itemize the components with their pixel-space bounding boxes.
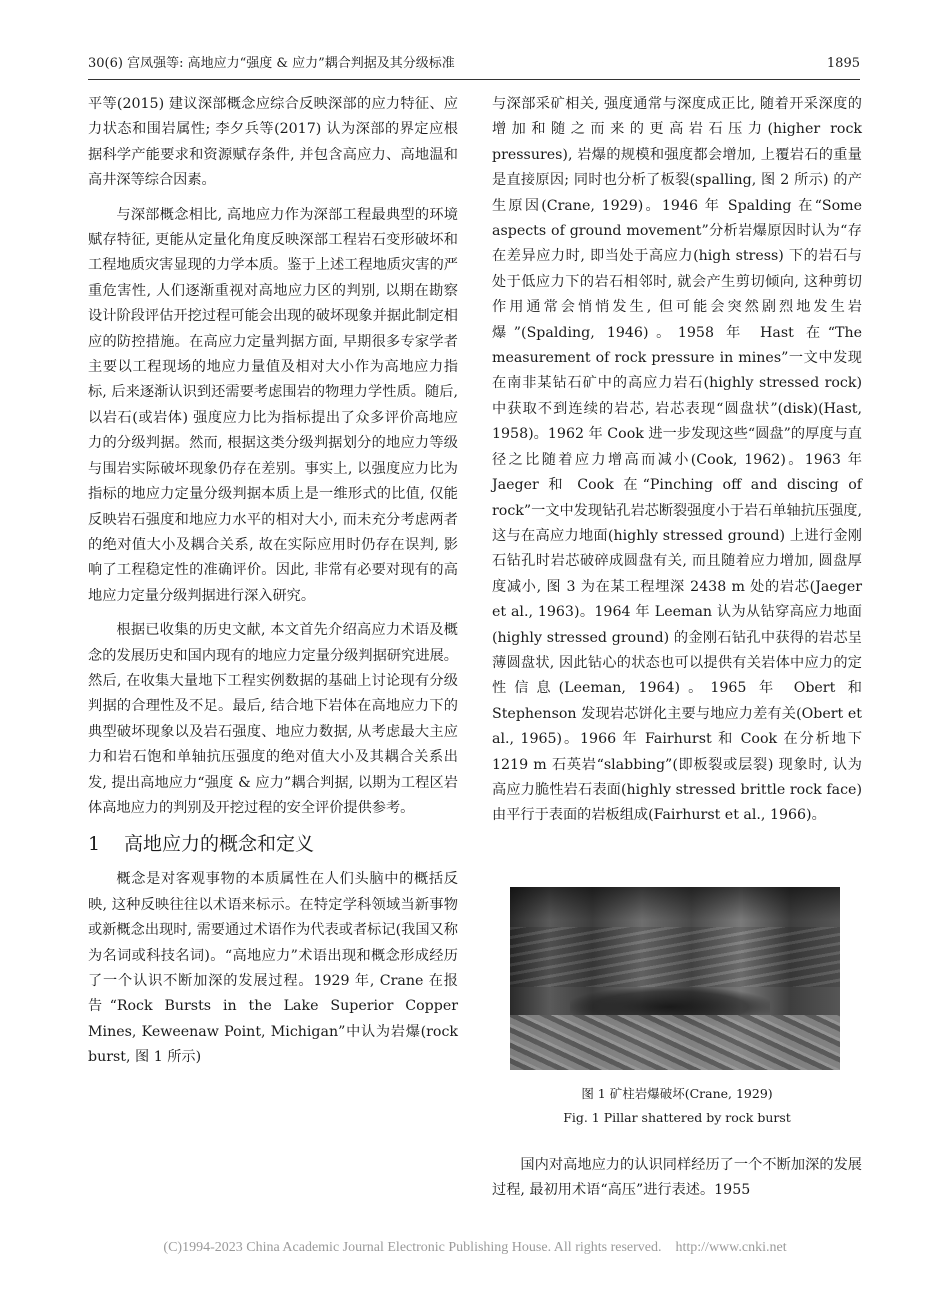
section-heading — [88, 830, 458, 858]
right-column — [492, 92, 862, 829]
figure-rock-burst-photo — [510, 887, 840, 1070]
section-number: 1 — [88, 833, 101, 856]
left-column — [88, 92, 458, 1071]
footer-link[interactable]: http://www.cnki.net — [675, 1240, 787, 1255]
paragraph: 根据已收集的历史文献, 本文首先介绍高应力术语及概念的发展历史和国内现有的地应力定量分级判据研究进展。然后, 在收集大量地下工程实例数据的基础上讨论现有分级判据的合理性及不足。最后, 结合地下岩体在高地应力下的典型破坏现象以及岩石强度、地应力数据, 从考虑最大主应力和岩石饱和单轴抗压强度的绝对值大小及其耦合关系出发, 提出高地应力“强度 & 应力”耦合判据, 以期为工程区岩体高地应力的判别及开挖过程的安全评价提供参考。 — [88, 622, 458, 816]
figure-caption-cn: 图 1 矿柱岩爆破坏(Crane, 1929) — [581, 1086, 773, 1101]
footer — [0, 1240, 950, 1256]
figure-caption-en: Fig. 1 Pillar shattered by rock burst — [563, 1110, 791, 1125]
paragraph: 与深部概念相比, 高地应力作为深部工程最典型的环境赋存特征, 更能从定量化角度反映深部工程岩石变形破坏和工程地质灾害显现的力学本质。鉴于上述工程地质灾害的严重危害性, 人们逐渐重视对高地应力区的判别, 以期在勘察设计阶段评估开挖过程可能会出现的破坏现象并据此制定相应的防控措施。在高应力定量判据方面, 早期很多专家学者主要以工程现场的地应力量值及相对大小作为高地应力指标, 后来逐渐认识到还需要考虑围岩的物理力学性质。随后, 以岩石(或岩体) 强度应力比为指标提出了众多评价高地应力的分级判据。然而, 根据这类分级判据划分的地应力等级与围岩实际破坏现象仍存在差别。事实上, 以强度应力比为指标的地应力定量分级判据本质上是一维形式的比值, 仅能反映岩石强度和地应力水平的相对大小, 而未充分考虑两者的绝对值大小及耦合关系, 故在实际应用时仍存在误判, 影响了工程稳定性的准确评价。因此, 非常有必要对现有的高地应力定量分级判据进行深入研究。 — [88, 206, 458, 604]
page-number: 1895 — [826, 56, 860, 71]
copyright-notice: (C)1994-2023 China Academic Journal Electronic Publishing House. All rights reserved. — [163, 1240, 662, 1255]
running-header — [88, 54, 860, 74]
paragraph: 国内对高地应力的认识同样经历了一个不断加深的发展过程, 最初用术语“高压”进行表述。1955 — [492, 1157, 862, 1199]
rock-rubble — [510, 1015, 840, 1070]
section-title: 高地应力的概念和定义 — [124, 833, 315, 856]
paragraph: 与深部采矿相关, 强度通常与深度成正比, 随着开采深度的增加和随之而来的更高岩石压力(higher rock pressures), 岩爆的规模和强度都会增加, 上覆岩石的重量是直接原因; 同时也分析了板裂(spalling, 图 2 所示) 的产生原因(Crane, 1929)。1946 年 Spalding 在“Some aspects of ground movement”分析岩爆原因时认为“存在差异应力时, 即当处于高应力(high stress) 下的岩石与处于低应力下的岩石相邻时, 就会产生剪切倾向, 这种剪切作用通常会悄悄发生, 但可能会突然剧烈地发生岩爆”(Spalding, 1946)。1958 年 Hast 在“The measurement of rock pressure in mines”一文中发现在南非某钻石矿中的高应力岩石(highly stressed rock) 中获取不到连续的岩芯, 岩芯表现“圆盘状”(disk)(Hast, 1958)。1962 年 Cook 进一步发现这些“圆盘”的厚度与直径之比随着应力增高而减小(Cook, 1962)。1963 年 Jaeger 和 Cook 在“Pinching off and discing of rock”一文中发现钻孔岩芯断裂强度小于岩石单轴抗压强度, 这与在高应力地面(highly stressed ground) 上进行金刚石钻孔时岩芯破碎成圆盘有关, 而且随着应力增加, 圆盘厚度减小, 图 3 为在某工程埋深 2438 m 处的岩芯(Jaeger et al., 1963)。1964 年 Leeman 认为从钻穿高应力地面(highly stressed ground) 的金刚石钻孔中获得的岩芯呈薄圆盘状, 因此钻心的状态也可以提供有关岩体中应力的定性信息(Leeman, 1964)。1965 年 Obert 和 Stephenson 发现岩芯饼化主要与地应力差有关(Obert et al., 1965)。1966 年 Fairhurst 和 Cook 在分析地下 1219 m 石英岩“slabbing”(即板裂或层裂) 现象时, 认为高应力脆性岩石表面(highly stressed brittle rock face) 由平行于表面的岩板组成(Fairhurst et al., 1966)。 — [492, 96, 862, 824]
paragraph: 概念是对客观事物的本质属性在人们头脑中的概括反映, 这种反映往往以术语来标示。在特定学科领域当新事物或新概念出现时, 需要通过术语作为代表或者标记(我国又称为名词或科技名词)。“高地应力”术语出现和概念形成经历了一个认识不断加深的发展过程。1929 年, Crane 在报告“Rock Bursts in the Lake Superior Copper Mines, Keweenaw Point, Michigan”中认为岩爆(rock burst, 图 1 所示) — [88, 871, 458, 1066]
header-divider — [88, 79, 860, 80]
rock-strata — [510, 927, 840, 987]
right-column-continued — [492, 1153, 862, 1204]
running-header-title: 30(6) 宫凤强等: 高地应力“强度 & 应力”耦合判据及其分级标准 — [88, 56, 455, 71]
paragraph: 平等(2015) 建议深部概念应综合反映深部的应力特征、应力状态和围岩属性; 李夕兵等(2017) 认为深部的界定应根据科学产能要求和资源赋存条件, 并包含高应力、高地温和高井深等综合因素。 — [88, 96, 458, 189]
